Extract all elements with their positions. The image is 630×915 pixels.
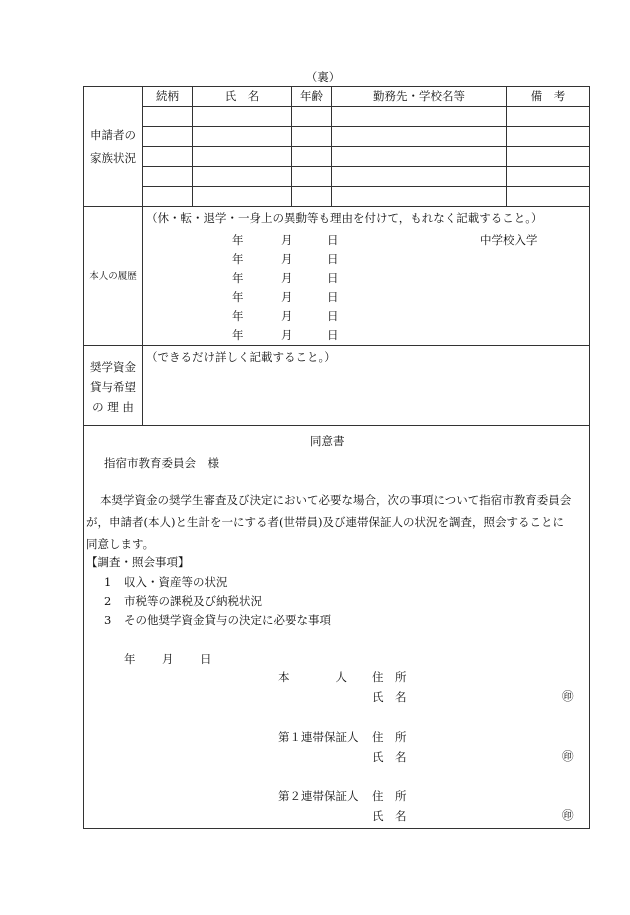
consent-addressee: 指宿市教育委員会 様 — [104, 456, 219, 470]
reason-note: （できるだけ詳しく記載すること。） — [146, 350, 336, 364]
consent-items-header: 【調査・照会事項】 — [86, 555, 190, 569]
seal-mark: ㊞ — [562, 808, 574, 822]
history-first-entry: 中学校入学 — [480, 233, 538, 247]
family-label-line1: 申請者の — [90, 128, 136, 142]
consent-title: 同意書 — [310, 434, 345, 448]
seal-mark: ㊞ — [562, 749, 574, 763]
reason-label-line3: の 理 由 — [92, 400, 134, 414]
reason-label-line1: 奨学資金 — [90, 360, 136, 374]
consent-body-line2: が，申請者(本人)と生計を一にする者(世帯員)及び連帯保証人の状況を調査，照会することに — [86, 515, 564, 529]
family-label-line2: 家族状況 — [90, 151, 136, 165]
header-age: 年齢 — [300, 89, 323, 103]
consent-body-line1: 本奨学資金の奨学生審査及び決定において必要な場合，次の事項について指宿市教育委員会 — [100, 493, 572, 507]
header-name: 氏 名 — [224, 89, 260, 103]
page-label: （裏） — [305, 70, 341, 84]
header-remarks: 備 考 — [530, 89, 566, 103]
history-note: （休・転・退学・一身上の異動等も理由を付けて，もれなく記載すること。） — [146, 211, 543, 225]
seal-mark: ㊞ — [562, 689, 574, 703]
reason-label-line2: 貸与希望 — [90, 380, 136, 394]
header-workplace-school: 勤務先・学校名等 — [373, 89, 465, 103]
history-label: 本人の履歴 — [89, 271, 137, 282]
consent-body-line3: 同意します。 — [86, 537, 155, 551]
header-relationship: 続柄 — [156, 89, 179, 103]
